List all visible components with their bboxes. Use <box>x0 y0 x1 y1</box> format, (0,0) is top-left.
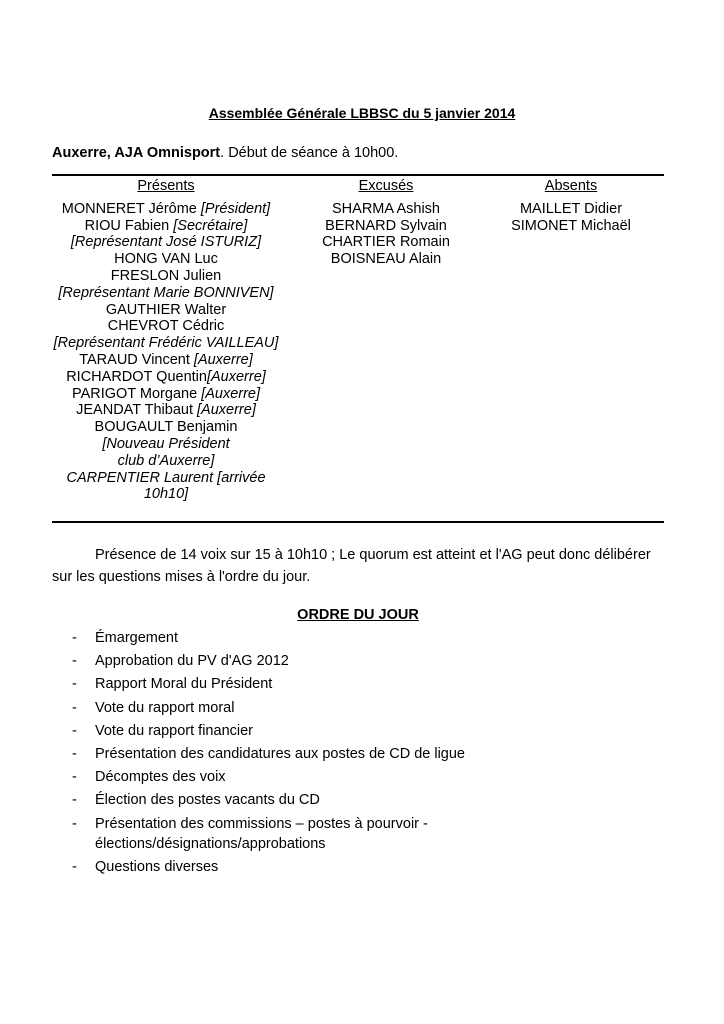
absent-name: MAILLET Didier <box>519 200 623 217</box>
document-title: Assemblée Générale LBBSC du 5 janvier 2014 <box>208 105 516 121</box>
agenda-list <box>72 628 672 881</box>
attendee-line: TARAUD Vincent [Auxerre] <box>79 351 253 368</box>
excused-name: BERNARD Sylvain <box>325 217 447 234</box>
bullet-dash: - <box>72 630 77 646</box>
excuses-column <box>300 178 472 268</box>
agenda-title: ORDRE DU JOUR <box>297 607 419 623</box>
table-top-rule <box>52 174 664 176</box>
absents-column <box>488 178 654 234</box>
attendee-line: CARPENTIER Laurent [arrivée 10h10] <box>66 469 266 503</box>
meeting-location <box>52 145 398 161</box>
bullet-dash: - <box>72 722 77 739</box>
bullet-dash: - <box>72 792 77 809</box>
attendee-line: MONNERET Jérôme [Président] <box>61 200 271 217</box>
attendee-line: [Représentant Frédéric VAILLEAU] <box>53 335 279 352</box>
table-bottom-rule <box>52 521 664 523</box>
attendee-line: GAUTHIER Walter <box>105 301 227 318</box>
attendee-line: FRESLON Julien <box>110 267 222 284</box>
agenda-item: - Présentation des commissions – postes à pourvoir - élections/désignations/approbations <box>72 815 428 853</box>
presents-header: Présents <box>137 178 195 194</box>
excused-name: BOISNEAU Alain <box>330 251 442 268</box>
attendee-line: JEANDAT Thibaut [Auxerre] <box>76 402 256 419</box>
attendee-line: BOUGAULT Benjamin <box>94 419 238 436</box>
attendee-line: RIOU Fabien [Secrétaire] <box>84 217 248 234</box>
agenda-item: - Approbation du PV d'AG 2012 <box>72 651 672 672</box>
bullet-dash: - <box>72 699 77 716</box>
excused-name: SHARMA Ashish <box>332 200 440 217</box>
agenda-item: - Émargement <box>72 628 672 649</box>
absent-name: SIMONET Michaël <box>511 217 631 234</box>
agenda-item: - Vote du rapport financier <box>72 721 672 742</box>
bullet-dash: - <box>72 653 77 670</box>
attendee-line: PARIGOT Morgane [Auxerre] <box>71 385 261 402</box>
bullet-dash: - <box>72 769 77 786</box>
bullet-dash: - <box>72 676 77 693</box>
attendee-line: CHEVROT Cédric <box>107 318 225 335</box>
attendee-line: HONG VAN Luc <box>114 251 218 268</box>
attendee-line: [Représentant Marie BONNIVEN] <box>58 284 274 301</box>
agenda-item: - Élection des postes vacants du CD <box>72 790 672 811</box>
attendee-line: [Représentant José ISTURIZ] <box>70 234 262 251</box>
absents-header: Absents <box>544 178 598 194</box>
excuses-header: Excusés <box>358 178 414 194</box>
agenda-item: - Questions diverses <box>72 857 672 878</box>
presents-column <box>52 178 280 503</box>
excused-name: CHARTIER Romain <box>322 234 450 251</box>
quorum-text: Présence de 14 voix sur 15 à 10h10 ; Le quorum est atteint et l'AG peut donc délibérer sur les questions mises à l'ordre du jour. <box>52 547 651 585</box>
agenda-item: - Vote du rapport moral <box>72 698 672 719</box>
bullet-dash: - <box>72 815 77 832</box>
agenda-item: - Présentation des candidatures aux postes de CD de ligue <box>72 744 672 765</box>
agenda-item: - Rapport Moral du Président <box>72 674 672 695</box>
agenda-item: - Décomptes des voix <box>72 767 672 788</box>
bullet-dash: - <box>72 859 77 876</box>
session-start: . Début de séance à 10h00. <box>220 145 399 161</box>
quorum-paragraph <box>52 544 664 588</box>
attendee-line: [Nouveau Président club d’Auxerre] <box>102 435 230 469</box>
location-name: Auxerre, AJA Omnisport <box>52 145 221 161</box>
bullet-dash: - <box>72 745 77 762</box>
attendee-line: RICHARDOT Quentin[Auxerre] <box>66 368 266 385</box>
